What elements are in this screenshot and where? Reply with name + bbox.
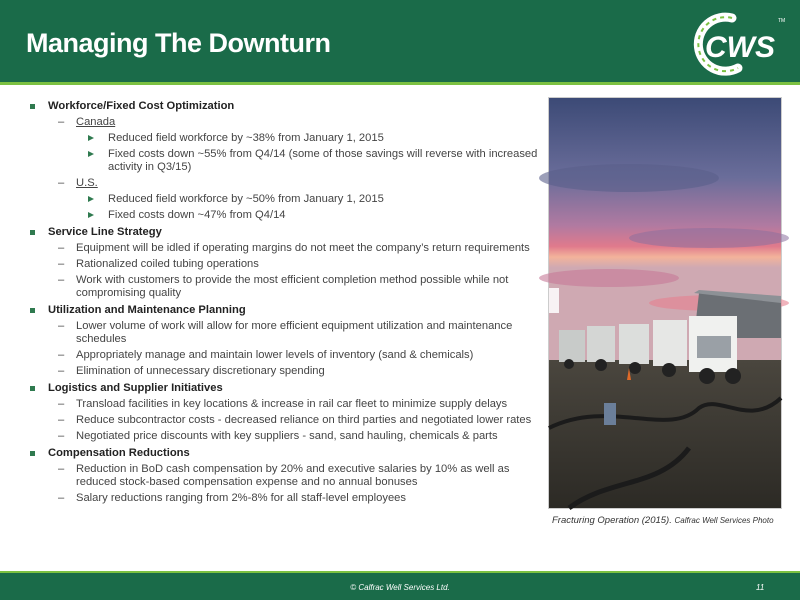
trademark-mark: TM (778, 18, 786, 24)
dash-bullet-icon: – (58, 398, 65, 410)
bullet-item (28, 398, 538, 411)
sub-bullet-text: Fixed costs down ~55% from Q4/14 (some of those savings will reverse with increased activity in Q3/15) (108, 148, 538, 173)
dash-bullet-icon: – (58, 177, 65, 189)
bullet-item (28, 430, 538, 443)
section-heading-text: Utilization and Maintenance Planning (48, 304, 246, 316)
dash-bullet-icon: – (58, 492, 65, 504)
dash-bullet-icon: – (58, 274, 65, 286)
bullet-item (28, 463, 538, 489)
section-heading (28, 100, 538, 113)
bullet-item-text: Rationalized coiled tubing operations (76, 258, 259, 270)
section-heading (28, 382, 538, 395)
section-heading (28, 447, 538, 460)
bullet-item (28, 258, 538, 271)
sub-bullet-text: Reduced field workforce by ~50% from January 1, 2015 (108, 193, 384, 205)
section-heading (28, 304, 538, 317)
page-title: Managing The Downturn (26, 28, 331, 58)
dash-bullet-icon: – (58, 242, 65, 254)
arrow-bullet-icon (88, 135, 94, 141)
sub-bullet-text: Reduced field workforce by ~38% from January 1, 2015 (108, 132, 384, 144)
bullet-content (28, 96, 538, 508)
section-heading-text: Workforce/Fixed Cost Optimization (48, 100, 235, 112)
bullet-item-text: Work with customers to provide the most efficient completion method possible while not compromising quality (76, 274, 509, 299)
dash-bullet-icon: – (58, 430, 65, 442)
bullet-item (28, 177, 538, 190)
dash-bullet-icon: – (58, 320, 65, 332)
photo-credit: Calfrac Well Services Photo (674, 516, 774, 525)
section-heading-text: Logistics and Supplier Initiatives (48, 382, 223, 394)
bullet-item-text: Elimination of unnecessary discretionary spending (76, 365, 325, 377)
bullet-item-text: Negotiated price discounts with key suppliers - sand, sand hauling, chemicals & parts (76, 430, 498, 442)
bullet-item-text: Appropriately manage and maintain lower levels of inventory (sand & chemicals) (76, 349, 474, 361)
sub-bullet-text: Fixed costs down ~47% from Q4/14 (108, 209, 286, 221)
fracturing-photo (548, 97, 782, 509)
copyright-text: © Calfrac Well Services Ltd. (350, 583, 450, 592)
dash-bullet-icon: – (58, 365, 65, 377)
bullet-item (28, 414, 538, 427)
bullet-item-text: Equipment will be idled if operating margins do not meet the company’s return requirements (76, 242, 530, 254)
header-accent-line (0, 82, 800, 85)
square-bullet-icon (30, 386, 35, 391)
bullet-item-text: Reduction in BoD cash compensation by 20% and executive salaries by 10% as well as reduced stock-based compensation expense and no annual bonuses (76, 463, 510, 488)
arrow-bullet-icon (88, 196, 94, 202)
sub-bullet-item (28, 132, 538, 145)
page-number: 11 (756, 583, 765, 592)
square-bullet-icon (30, 308, 35, 313)
square-bullet-icon (30, 451, 35, 456)
bullet-item (28, 492, 538, 505)
dash-bullet-icon: – (58, 116, 65, 128)
photo-caption (552, 515, 774, 526)
bullet-item (28, 242, 538, 255)
dash-bullet-icon: – (58, 414, 65, 426)
bullet-item (28, 320, 538, 346)
arrow-bullet-icon (88, 212, 94, 218)
bullet-item-text: Reduce subcontractor costs - decreased reliance on third parties and negotiated lower rates (76, 414, 532, 426)
bullet-item (28, 274, 538, 300)
bullet-item (28, 349, 538, 362)
sub-bullet-item (28, 209, 538, 222)
sub-bullet-item (28, 148, 538, 174)
bullet-item-text: Canada (76, 116, 116, 128)
sub-bullet-item (28, 193, 538, 206)
fracturing-scene-image (549, 98, 781, 508)
dash-bullet-icon: – (58, 349, 65, 361)
bullet-item-text: Salary reductions ranging from 2%-8% for all staff-level employees (76, 492, 406, 504)
dash-bullet-icon: – (58, 258, 65, 270)
square-bullet-icon (30, 230, 35, 235)
company-logo (692, 10, 784, 76)
section-heading-text: Service Line Strategy (48, 226, 162, 238)
bullet-item-text: Lower volume of work will allow for more efficient equipment utilization and maintenance schedules (76, 320, 513, 345)
bullet-item-text: Transload facilities in key locations & increase in rail car fleet to minimize supply delays (76, 398, 508, 410)
bullet-item (28, 365, 538, 378)
section-heading-text: Compensation Reductions (48, 447, 190, 459)
bullet-item (28, 116, 538, 129)
bullet-item-text: U.S. (76, 177, 98, 189)
square-bullet-icon (30, 104, 35, 109)
dash-bullet-icon: – (58, 463, 65, 475)
bullet-list (28, 100, 538, 505)
logo-text: CWS (705, 31, 775, 64)
photo-caption-text: Fracturing Operation (2015). (552, 515, 672, 526)
arrow-bullet-icon (88, 151, 94, 157)
section-heading (28, 226, 538, 239)
